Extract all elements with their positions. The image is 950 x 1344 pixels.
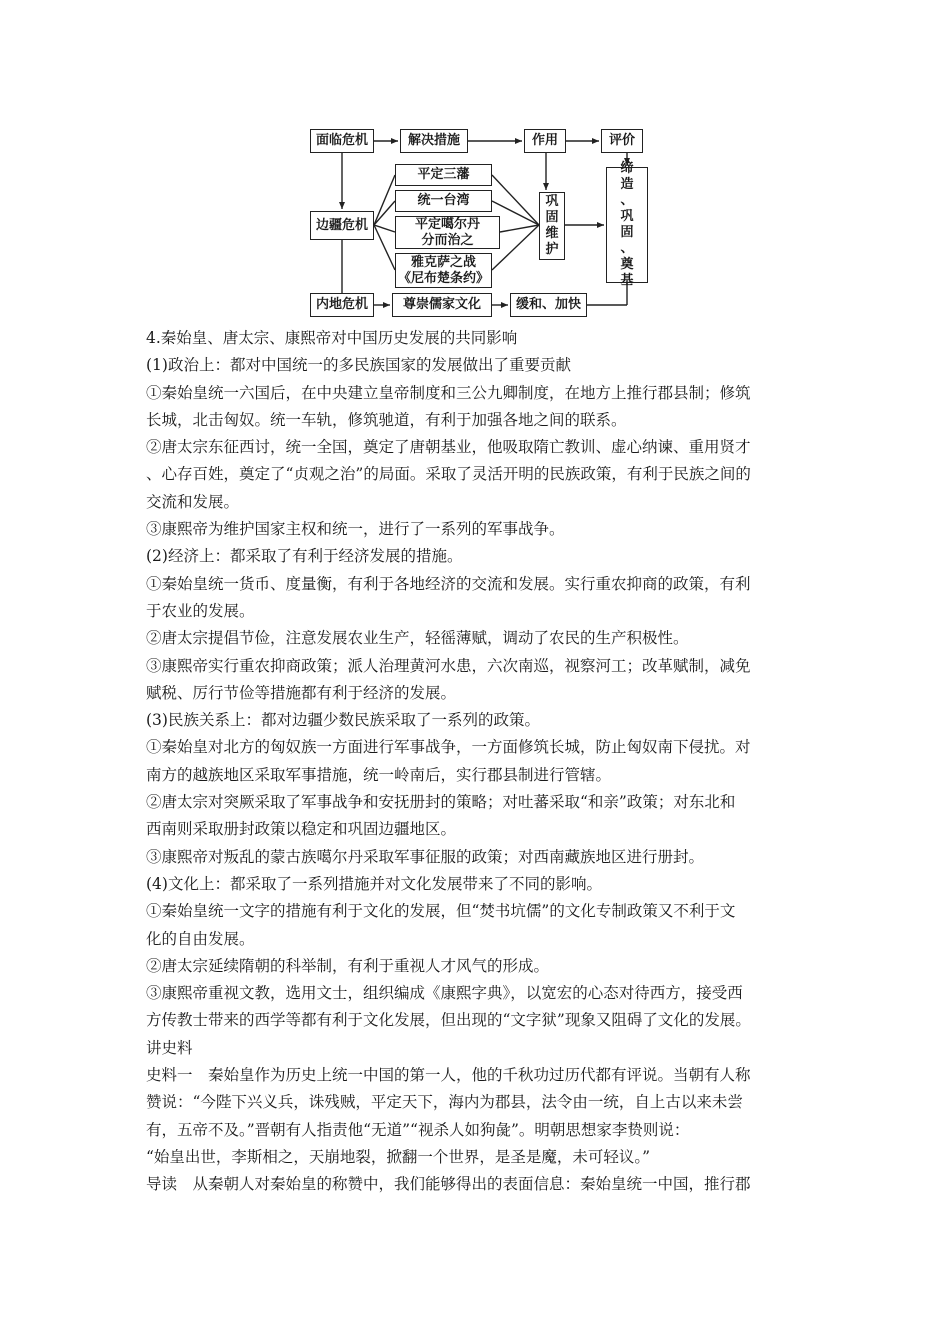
confucian-culture-box: 尊崇儒家文化 <box>392 293 492 317</box>
text-line: 化的自由发展。 <box>146 929 255 948</box>
evaluation-char-3: 、 <box>620 193 634 208</box>
border-crisis-box: 边疆危机 <box>310 211 374 240</box>
text-line: 于农业的发展。 <box>146 601 255 620</box>
consolidate-char-3: 维 <box>545 226 559 241</box>
text-line: ②唐太宗对突厥采取了军事战争和安抚册封的策略；对吐蕃采取“和亲”政策；对东北和 <box>146 793 736 812</box>
galdan-line2: 分而治之 <box>421 232 474 248</box>
subheading-politics: (1)政治上：都对中国统一的多民族国家的发展做出了重要贡献 <box>146 356 571 375</box>
evaluation-char-7: 奠 <box>620 257 634 272</box>
evaluation-box: 评价 <box>601 129 643 153</box>
text-line: 、心存百姓，奠定了“贞观之治”的局面。采取了灵活开明的民族政策，有利于民族之间的 <box>146 465 751 484</box>
text-line: ③康熙帝为维护国家主权和统一，进行了一系列的军事战争。 <box>146 520 565 539</box>
text-line: 方传教士带来的西学等都有利于文化发展，但出现的“文字狱”现象又阻碍了文化的发展。 <box>146 1011 751 1030</box>
text-line: ③康熙帝重视文教，选用文士，组织编成《康熙字典》，以宽宏的心态对待西方，接受西 <box>146 984 743 1003</box>
measures-box: 解决措施 <box>400 129 468 153</box>
text-line: 南方的越族地区采取军事措施，统一岭南后，实行郡县制进行管辖。 <box>146 765 612 784</box>
evaluation-char-1: 缔 <box>620 161 634 176</box>
text-line: 赞说：“今陛下兴义兵，诛残贼，平定天下，海内为郡县，法令由一统，自上古以来未尝 <box>146 1093 743 1112</box>
yaksa-battle-box <box>395 253 492 288</box>
text-line: ③康熙帝对叛乱的蒙古族噶尔丹采取军事征服的政策；对西南藏族地区进行册封。 <box>146 847 705 866</box>
pacify-galdan-box <box>395 216 500 249</box>
text-line: 史料一 秦始皇作为历史上统一中国的第一人，他的千秋功过历代都有评说。当朝有人称 <box>146 1066 751 1085</box>
consolidate-char-1: 巩 <box>545 194 559 209</box>
text-line: 有，五帝不及。”晋朝有人指责他“无道”“视杀人如狗彘”。明朝思想家李贽则说： <box>146 1120 690 1139</box>
text-line: 交流和发展。 <box>146 492 240 511</box>
text-line: ①秦始皇对北方的匈奴族一方面进行军事战争，一方面修筑长城，防止匈奴南下侵扰。对 <box>146 738 751 757</box>
pacify-sanfan-box: 平定三藩 <box>395 164 492 186</box>
effect-box: 作用 <box>524 129 566 153</box>
text-line: ②唐太宗延续隋朝的科举制，有利于重视人才风气的形成。 <box>146 956 550 975</box>
unify-taiwan-box: 统一台湾 <box>395 190 492 212</box>
subheading-ethnic-relations: (3)民族关系上：都对边疆少数民族采取了一系列的政策。 <box>146 711 540 730</box>
evaluation-char-6: 、 <box>620 241 634 256</box>
yaksa-line1: 雅克萨之战 <box>410 254 476 270</box>
consolidate-char-4: 护 <box>545 242 559 257</box>
section-heading: 4.秦始皇、唐太宗、康熙帝对中国历史发展的共同影响 <box>146 329 518 347</box>
body-text <box>146 325 816 1199</box>
evaluation-char-4: 巩 <box>620 209 634 224</box>
text-line: 赋税、厉行节俭等措施都有利于经济的发展。 <box>146 683 457 702</box>
text-line: ②唐太宗提倡节俭，注意发展农业生产，轻徭薄赋，调动了农民的生产积极性。 <box>146 629 689 648</box>
text-line: 导读 从秦朝人对秦始皇的称赞中，我们能够得出的表面信息：秦始皇统一中国，推行郡 <box>146 1175 751 1194</box>
consolidate-box <box>539 192 565 260</box>
subheading-culture: (4)文化上：都采取了一系列措施并对文化发展带来了不同的影响。 <box>146 874 602 893</box>
text-line: ①秦始皇统一六国后，在中央建立皇帝制度和三公九卿制度，在地方上推行郡县制；修筑 <box>146 383 751 402</box>
inland-crisis-box: 内地危机 <box>310 293 374 317</box>
crisis-box: 面临危机 <box>310 129 374 153</box>
yaksa-line2: 《尼布楚条约》 <box>397 270 489 286</box>
text-line: ①秦始皇统一文字的措施有利于文化的发展，但“焚书坑儒”的文化专制政策又不利于文 <box>146 902 736 921</box>
text-line: “始皇出世，李斯相之，天崩地裂，掀翻一个世界，是圣是魔，未可轻议。” <box>146 1147 651 1166</box>
text-line: ①秦始皇统一货币、度量衡，有利于各地经济的交流和发展。实行重农抑商的政策，有利 <box>146 574 751 593</box>
text-line: 长城，北击匈奴。统一车轨，修筑驰道，有利于加强各地之间的联系。 <box>146 410 627 429</box>
evaluation-char-5: 固 <box>620 225 634 240</box>
text-line: ②唐太宗东征西讨，统一全国，奠定了唐朝基业，他吸取隋亡教训、虚心纳谏、重用贤才 <box>146 438 751 457</box>
evaluation-char-8: 基 <box>620 273 634 288</box>
galdan-line1: 平定噶尔丹 <box>414 216 480 232</box>
text-line: ③康熙帝实行重农抑商政策；派人治理黄河水患，六次南巡，视察河工；改革赋制，减免 <box>146 656 751 675</box>
historical-materials-heading: 讲史料 <box>146 1038 193 1057</box>
evaluation-char-2: 造 <box>620 177 634 192</box>
evaluation-detail-box <box>606 161 648 288</box>
consolidate-char-2: 固 <box>545 210 559 225</box>
ease-accelerate-box: 缓和、加快 <box>510 293 587 317</box>
text-line: 西南则采取册封政策以稳定和巩固边疆地区。 <box>146 820 457 839</box>
subheading-economy: (2)经济上：都采取了有利于经济发展的措施。 <box>146 547 463 566</box>
